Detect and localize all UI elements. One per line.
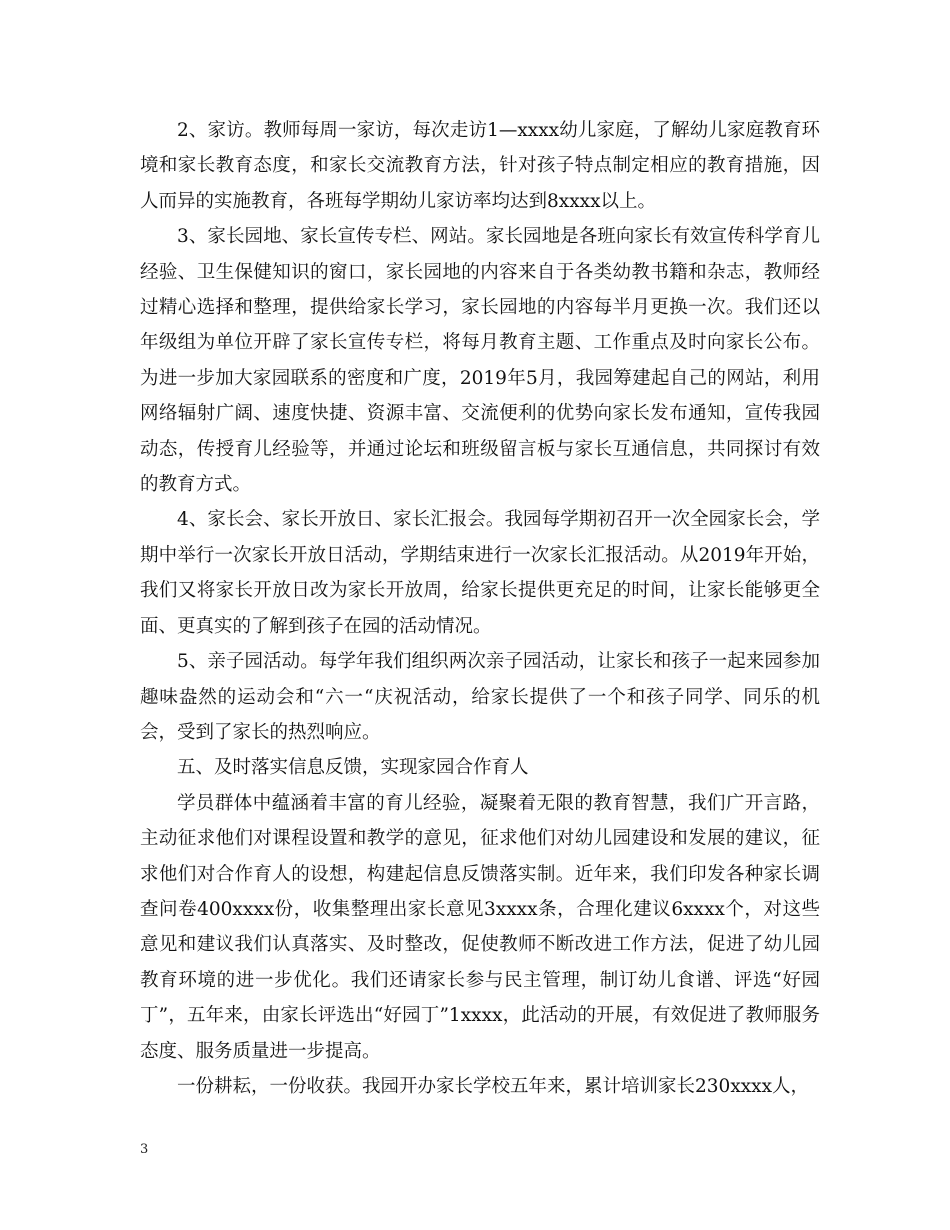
- paragraph-feedback-details: 学员群体中蕴涵着丰富的育儿经验，凝聚着无限的教育智慧，我们广开言路，主动征求他们对课程设置和教学的意见，征求他们对幼儿园建设和发展的建议，征求他们对合作育人的设想，构建起信息反馈落实制。近年来，我们印发各种家长调查问卷400xxxx份，收集整理出家长意见3xxxx条，合理化建议6xxxx个，对这些意见和建议我们认真落实、及时整改，促使教师不断改进工作方法，促进了幼儿园教育环境的进一步优化。我们还请家长参与民主管理，制订幼儿食谱、评选“好园丁”，五年来，由家长评选出“好园丁”1xxxx，此活动的开展，有效促进了教师服务态度、服务质量进一步提高。: [140, 792, 820, 1062]
- section-heading-feedback: 五、及时落实信息反馈，实现家园合作育人: [177, 757, 529, 779]
- paragraph-parent-garden-website: 3、家长园地、家长宣传专栏、网站。家长园地是各班向家长有效宣传科学育儿经验、卫生保健知识的窗口，家长园地的内容来自于各类幼教书籍和杂志，教师经过精心选择和整理，提供给家长学习，家长园地的内容每半月更换一次。我们还以年级组为单位开辟了家长宣传专栏，将每月教育主题、工作重点及时向家长公布。为进一步加大家园联系的密度和广度，2019年5月，我园筹建起自己的网站，利用网络辐射广阔、速度快捷、资源丰富、交流便利的优势向家长发布通知，宣传我园动态，传授育儿经验等，并通过论坛和班级留言板与家长互通信息，共同探讨有效的教育方式。: [140, 226, 820, 496]
- page-number: 3: [140, 1142, 149, 1157]
- paragraph-parent-child-activities: 5、亲子园活动。每学年我们组织两次亲子园活动，让家长和孩子一起来园参加趣味盎然的运动会和“六一“庆祝活动，给家长提供了一个和孩子同学、同乐的机会，受到了家长的热烈响应。: [140, 651, 820, 743]
- paragraph-parent-meetings: 4、家长会、家长开放日、家长汇报会。我园每学期初召开一次全园家长会，学期中举行一次家长开放日活动，学期结束进行一次家长汇报活动。从2019年开始，我们又将家长开放日改为家长开放周，给家长提供更充足的时间，让家长能够更全面、更真实的了解到孩子在园的活动情况。: [140, 509, 820, 637]
- paragraph-home-visit: 2、家访。教师每周一家访，每次走访1—xxxx幼儿家庭，了解幼儿家庭教育环境和家长教育态度，和家长交流教育方法，针对孩子特点制定相应的教育措施，因人而异的实施教育，各班每学期幼儿家访率均达到8xxxx以上。: [140, 120, 820, 212]
- document-body: [140, 113, 820, 1104]
- paragraph-conclusion-start: 一份耕耘，一份收获。我园开办家长学校五年来，累计培训家长230xxxx人，: [177, 1075, 810, 1097]
